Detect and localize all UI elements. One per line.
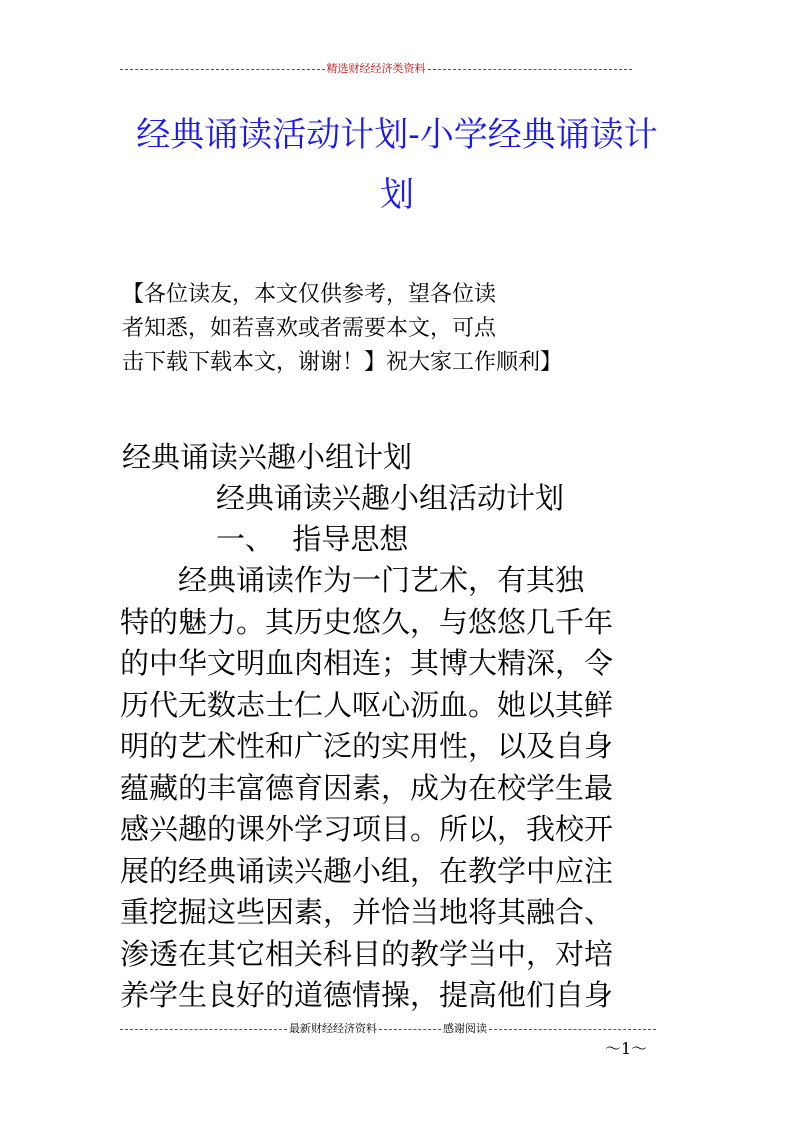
section-1-title: 一、 指导思想 [216, 522, 409, 556]
paragraph-line: 明的艺术性和广泛的实用性，以及自身 [120, 729, 614, 763]
footer-rule-1 [120, 1029, 287, 1030]
header-rule-left [120, 69, 325, 70]
footer-left-text: 最新财经经济资料 [289, 1022, 377, 1035]
paragraph-line: 特的魅力。其历史悠久，与悠悠几千年 [120, 604, 614, 639]
footer-right-text: 感谢阅读 [443, 1022, 487, 1035]
section-heading: 经典诵读兴趣小组计划 [122, 440, 413, 474]
document-title-line-2: 划 [380, 175, 414, 215]
page-footer [120, 1020, 656, 1036]
document-title-line-1: 经典诵读活动计划-小学经典诵读计 [136, 115, 658, 155]
paragraph-line: 蕴藏的丰富德育因素，成为在校学生最 [120, 770, 614, 805]
paragraph-line: 重挖掘这些因素，并恰当地将其融合、 [120, 895, 614, 929]
body-paragraph [120, 560, 680, 1017]
paragraph-line: 养学生良好的道德情操，提高他们自身 [120, 978, 614, 1012]
section-subheading: 经典诵读兴趣小组活动计划 [216, 481, 565, 515]
paragraph-line: 展的经典诵读兴趣小组，在教学中应注 [120, 853, 614, 888]
paragraph-line: 渗透在其它相关科目的教学当中，对培 [120, 936, 614, 971]
paragraph-line: 经典诵读作为一门艺术，有其独 [120, 563, 585, 597]
paragraph-line: 的中华文明血肉相连；其博大精深，令 [120, 646, 614, 680]
footer-rule-3 [489, 1029, 656, 1030]
notice-line-3: 击下载下载本文，谢谢！】祝大家工作顺利】 [122, 350, 563, 375]
notice-line-2: 者知悉，如若喜欢或者需要本文，可点 [122, 316, 497, 341]
header-rule-right [428, 69, 633, 70]
paragraph-line: 历代无数志士仁人呕心沥血。她以其鲜 [120, 687, 614, 722]
page-header [120, 60, 632, 76]
notice-line-1: 【各位读友，本文仅供参考，望各位读 [122, 282, 497, 307]
paragraph-line: 感兴趣的课外学习项目。所以，我校开 [120, 812, 614, 846]
page-number: ～1～ [605, 1039, 648, 1058]
footer-rule-2 [379, 1029, 441, 1030]
header-text: 精选财经经济类资料 [326, 62, 426, 75]
